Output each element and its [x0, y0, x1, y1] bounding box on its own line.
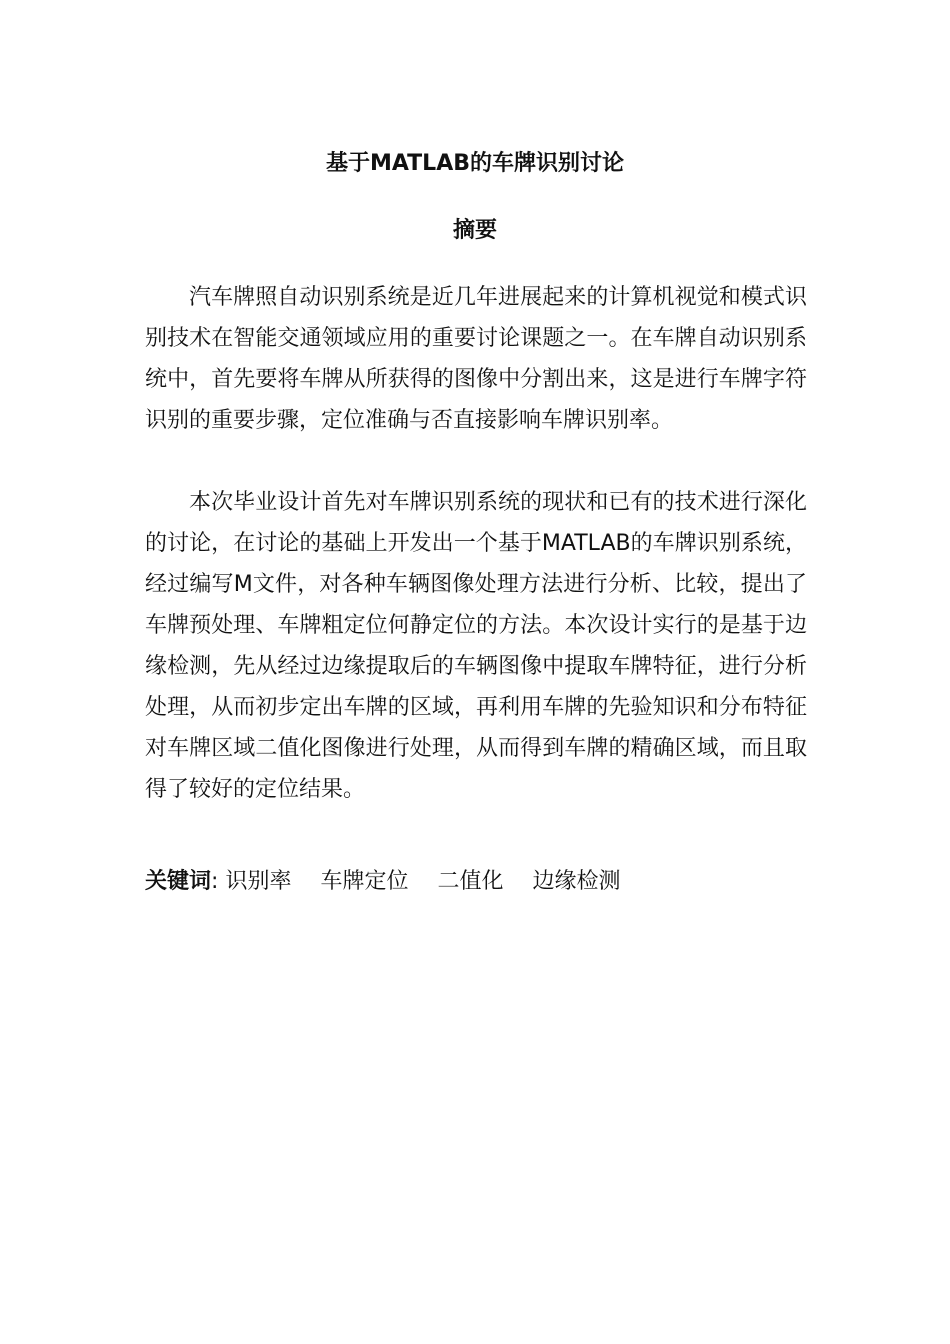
keywords-line — [145, 865, 807, 899]
abstract-paragraph-1: 汽车牌照自动识别系统是近几年进展起来的计算机视觉和模式识别技术在智能交通领域应用的重要讨论课题之一。在车牌自动识别系统中，首先要将车牌从所获得的图像中分割出来，这是进行车牌字符识别的重要步骤，定位准确与否直接影响车牌识别率。 — [145, 285, 807, 433]
document-title: 基于MATLAB的车牌识别讨论 — [325, 151, 625, 176]
keyword-item: 识别率 — [225, 869, 292, 894]
keyword-item: 车牌定位 — [320, 869, 409, 894]
abstract-paragraph-2: 本次毕业设计首先对车牌识别系统的现状和已有的技术进行深化的讨论，在讨论的基础上开发出一个基于MATLAB的车牌识别系统，经过编写M文件，对各种车辆图像处理方法进行分析、比较，提出了车牌预处理、车牌粗定位何静定位的方法。本次设计实行的是基于边缘检测，先从经过边缘提取后的车辆图像中提取车牌特征，进行分析处理，从而初步定出车牌的区域，再利用车牌的先验知识和分布特征对车牌区域二值化图像进行处理，从而得到车牌的精确区域，而且取得了较好的定位结果。 — [145, 490, 807, 802]
abstract-heading: 摘要 — [452, 218, 497, 243]
keyword-item: 二值化 — [437, 869, 504, 894]
keyword-item: 边缘检测 — [532, 869, 621, 894]
keywords-separator: : — [211, 869, 219, 894]
keywords-label: 关键词 — [145, 869, 212, 894]
